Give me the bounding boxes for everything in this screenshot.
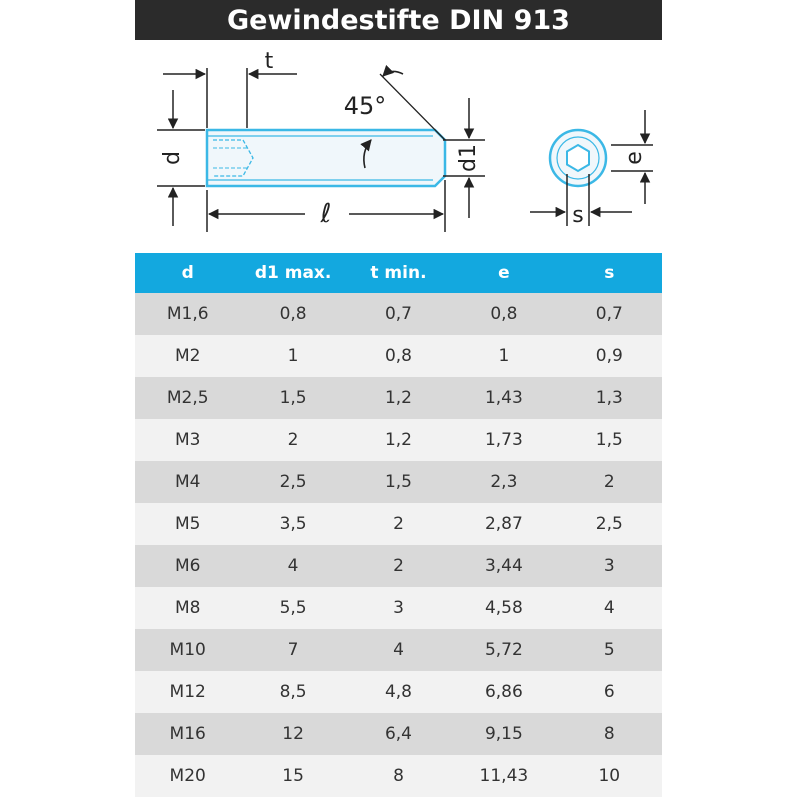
cell-t-min: 1,2 xyxy=(346,377,451,419)
cell-s: 10 xyxy=(557,755,662,797)
label-d1: d1 xyxy=(456,144,481,172)
table-row xyxy=(135,545,662,587)
cell-s: 4 xyxy=(557,587,662,629)
table-row xyxy=(135,713,662,755)
cell-d: M8 xyxy=(135,587,240,629)
cell-t-min: 0,8 xyxy=(346,335,451,377)
cell-e: 4,58 xyxy=(451,587,556,629)
cell-e: 5,72 xyxy=(451,629,556,671)
cell-e: 1,43 xyxy=(451,377,556,419)
table-row xyxy=(135,461,662,503)
cell-e: 6,86 xyxy=(451,671,556,713)
cell-t-min: 0,7 xyxy=(346,293,451,335)
cell-e: 1 xyxy=(451,335,556,377)
column-header-d1-max: d1 max. xyxy=(240,253,345,293)
cell-d: M10 xyxy=(135,629,240,671)
cell-s: 5 xyxy=(557,629,662,671)
cell-d1-max: 15 xyxy=(240,755,345,797)
d-dimension xyxy=(157,90,205,226)
cell-e: 2,3 xyxy=(451,461,556,503)
table-row xyxy=(135,587,662,629)
cell-d1-max: 4 xyxy=(240,545,345,587)
cell-d1-max: 0,8 xyxy=(240,293,345,335)
cell-d: M2 xyxy=(135,335,240,377)
e-dimension xyxy=(611,110,653,204)
label-t: t xyxy=(264,49,274,74)
cell-d1-max: 1 xyxy=(240,335,345,377)
length-dimension xyxy=(207,180,445,232)
table-row xyxy=(135,419,662,461)
cell-e: 3,44 xyxy=(451,545,556,587)
d1-dimension xyxy=(443,98,485,218)
cell-s: 8 xyxy=(557,713,662,755)
label-d: d xyxy=(160,151,185,165)
table-row xyxy=(135,377,662,419)
table-row xyxy=(135,629,662,671)
cell-t-min: 3 xyxy=(346,587,451,629)
cell-t-min: 4 xyxy=(346,629,451,671)
table-header-row xyxy=(135,253,662,293)
column-header-t-min: t min. xyxy=(346,253,451,293)
cell-d1-max: 12 xyxy=(240,713,345,755)
cell-d1-max: 7 xyxy=(240,629,345,671)
cell-e: 11,43 xyxy=(451,755,556,797)
cell-t-min: 2 xyxy=(346,545,451,587)
column-header-e: e xyxy=(451,253,556,293)
cell-s: 1,3 xyxy=(557,377,662,419)
cell-t-min: 8 xyxy=(346,755,451,797)
table-row xyxy=(135,755,662,797)
table-body xyxy=(135,293,662,797)
cell-d1-max: 8,5 xyxy=(240,671,345,713)
set-screw-side-view xyxy=(207,130,445,186)
cell-d: M1,6 xyxy=(135,293,240,335)
dimension-table xyxy=(135,253,662,797)
cell-t-min: 1,5 xyxy=(346,461,451,503)
cell-d: M2,5 xyxy=(135,377,240,419)
table-row xyxy=(135,293,662,335)
cell-d1-max: 2 xyxy=(240,419,345,461)
cell-d: M4 xyxy=(135,461,240,503)
cell-d1-max: 3,5 xyxy=(240,503,345,545)
cell-t-min: 2 xyxy=(346,503,451,545)
cell-s: 2,5 xyxy=(557,503,662,545)
label-s: s xyxy=(572,203,584,228)
label-e: e xyxy=(622,151,647,165)
cell-d: M20 xyxy=(135,755,240,797)
dimension-drawing xyxy=(135,48,662,246)
cell-e: 1,73 xyxy=(451,419,556,461)
cell-d: M3 xyxy=(135,419,240,461)
column-header-s: s xyxy=(557,253,662,293)
cell-s: 1,5 xyxy=(557,419,662,461)
cell-s: 0,7 xyxy=(557,293,662,335)
cell-t-min: 6,4 xyxy=(346,713,451,755)
cell-s: 6 xyxy=(557,671,662,713)
column-header-d: d xyxy=(135,253,240,293)
set-screw-end-view xyxy=(550,130,606,186)
cell-d1-max: 1,5 xyxy=(240,377,345,419)
t-dimension xyxy=(163,49,297,128)
cell-d1-max: 2,5 xyxy=(240,461,345,503)
cell-d: M16 xyxy=(135,713,240,755)
cell-s: 3 xyxy=(557,545,662,587)
cell-e: 2,87 xyxy=(451,503,556,545)
cell-e: 0,8 xyxy=(451,293,556,335)
table-row xyxy=(135,503,662,545)
page-title: Gewindestifte DIN 913 xyxy=(135,0,662,40)
cell-d: M5 xyxy=(135,503,240,545)
cell-d: M6 xyxy=(135,545,240,587)
table-row xyxy=(135,335,662,377)
cell-t-min: 4,8 xyxy=(346,671,451,713)
label-angle: 45° xyxy=(343,92,387,120)
cell-t-min: 1,2 xyxy=(346,419,451,461)
cell-s: 0,9 xyxy=(557,335,662,377)
cell-d1-max: 5,5 xyxy=(240,587,345,629)
cell-s: 2 xyxy=(557,461,662,503)
cell-d: M12 xyxy=(135,671,240,713)
cell-e: 9,15 xyxy=(451,713,556,755)
label-l: ℓ xyxy=(320,199,332,229)
table-row xyxy=(135,671,662,713)
